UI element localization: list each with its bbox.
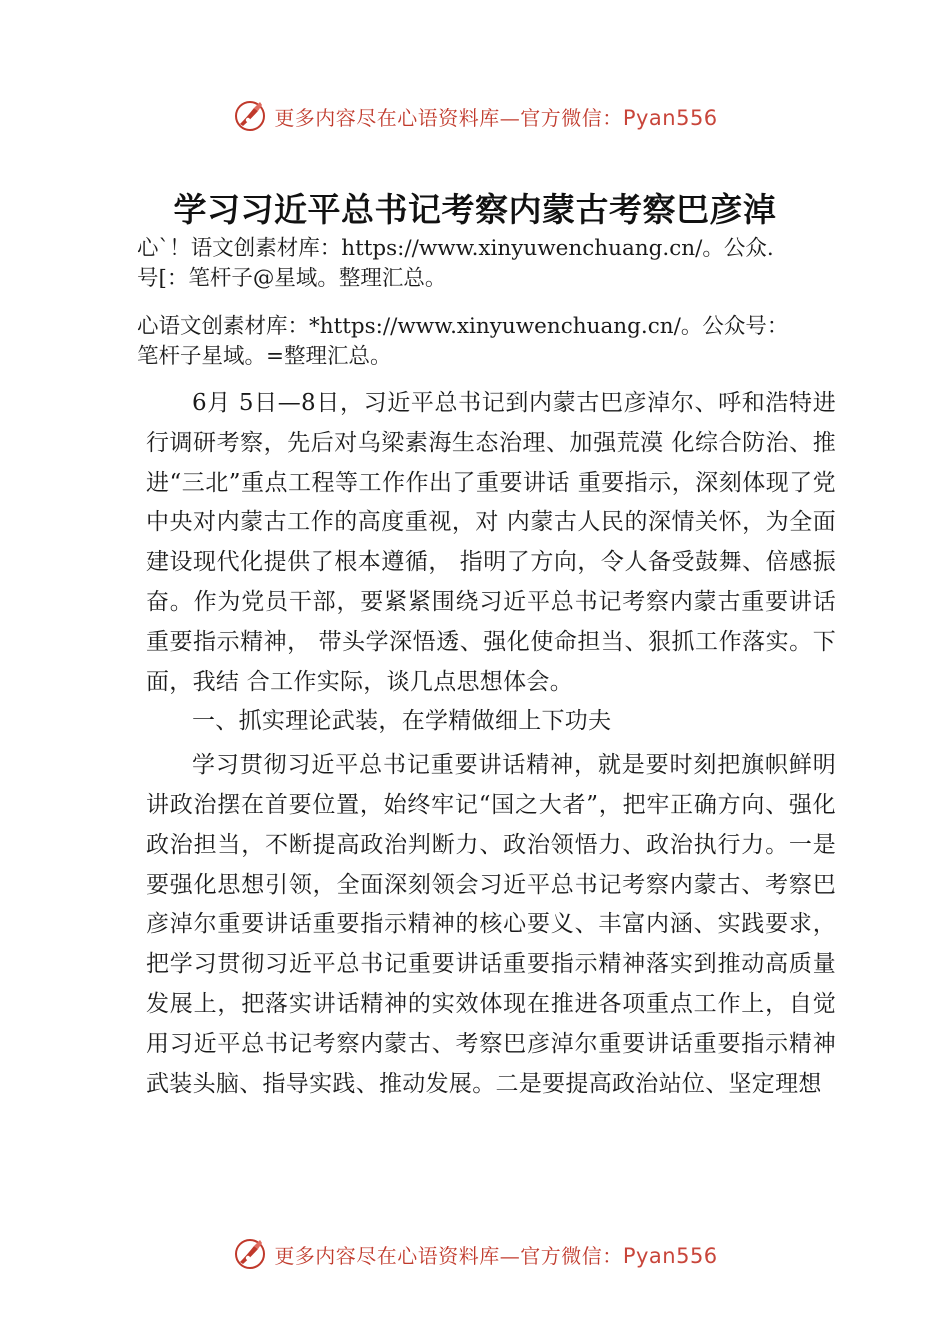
paragraph-section-1: 学习贯彻习近平总书记重要讲话精神，就是要时刻把旗帜鲜明讲政治摆在首要位置，始终牢记“国之大者”，把牢正确方向、强化政治担当，不断提高政治判断力、政治领悟力、政治执行力。一是要强化思想引领，全面深刻领会习近平总书记考察内蒙古、考察巴彦淖尔重要讲话重要指示精神的核心要义、丰富内涵、实践要求，把学习贯彻习近平总书记重要讲话重要指示精神落实到推动高质量发展上，把落实讲话精神的实效体现在推进各项重点工作上，自觉用习近平总书记考察内蒙古、考察巴彦淖尔重要讲话重要指示精神武装头脑、指导实践、推动发展。二是要提高政治站位、坚定理想	[146, 752, 836, 1097]
pen-logo-icon	[232, 1236, 268, 1272]
footer-banner	[0, 1232, 950, 1276]
wechat-id: Pyan556	[622, 1243, 718, 1268]
source-note-2: 心语文创素材库：*https://www.xinyuwenchuang.cn/。公众号： 笔杆子星域。=整理汇总。	[137, 314, 789, 369]
header-banner	[0, 94, 950, 138]
wechat-id: Pyan556	[622, 105, 718, 130]
pen-logo-icon	[232, 98, 268, 134]
source-note-1: 心`！语文创素材库：https://www.xinyuwenchuang.cn/。公众. 号[：笔杆子@星域。整理汇总。	[137, 236, 774, 291]
banner-text: 更多内容尽在心语资料库—官方微信：Pyan556	[274, 105, 718, 130]
paragraph-intro: 6月 5日—8日，习近平总书记到内蒙古巴彦淖尔、呼和浩特进行调研考察，先后对乌梁素海生态治理、加强荒漠 化综合防治、推进“三北”重点工程等工作作出了重要讲话 重要指示，深刻体现了党中央对内蒙古工作的高度重视，对 内蒙古人民的深情关怀，为全面建设现代化提供了根本遵循， 指明了方向，令人备受鼓舞、倍感振奋。作为党员干部，要紧紧围绕习近平总书记考察内蒙古重要讲话重要指示精神， 带头学深悟透、强化使命担当、狠抓工作落实。下面，我结 合工作实际，谈几点思想体会。	[146, 390, 836, 695]
document-body	[146, 384, 836, 1104]
document-title: 学习习近平总书记考察内蒙古考察巴彦淖	[173, 190, 777, 229]
section-heading-1: 一、抓实理论武装，在学精做细上下功夫	[192, 708, 612, 735]
banner-text: 更多内容尽在心语资料库—官方微信：Pyan556	[274, 1243, 718, 1268]
